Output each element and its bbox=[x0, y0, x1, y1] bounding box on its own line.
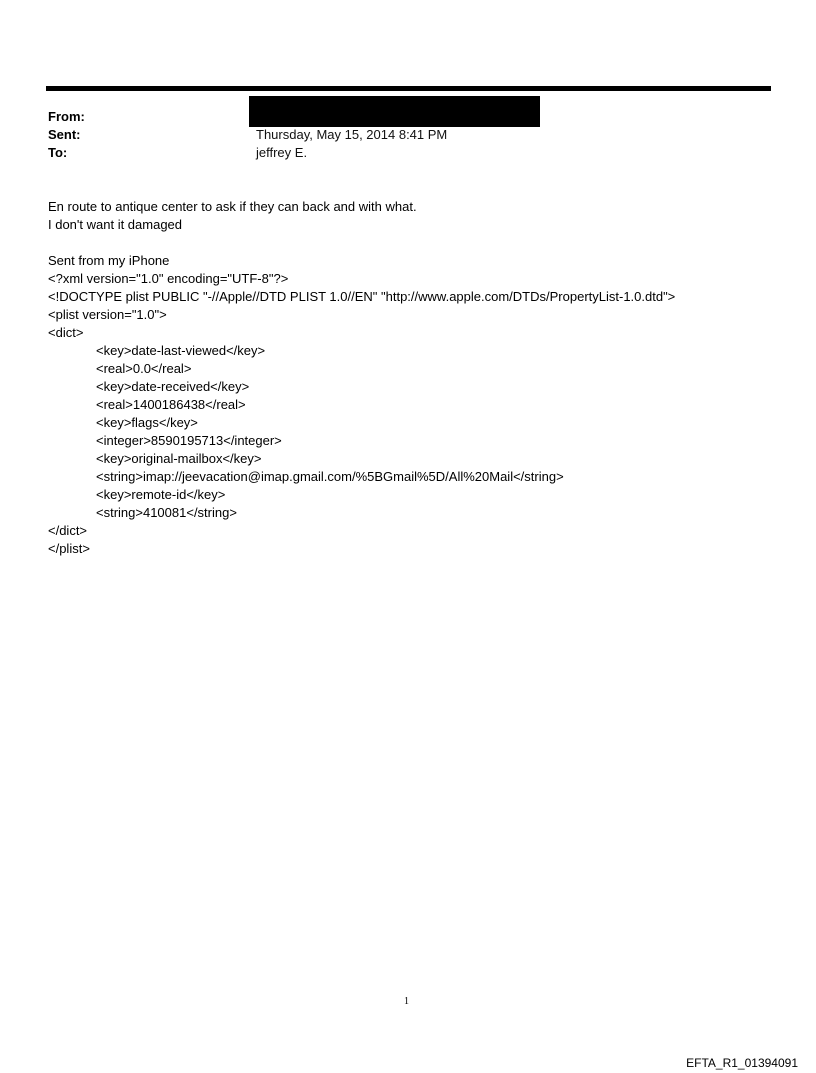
plist-open-tag: <plist version="1.0"> bbox=[48, 307, 167, 322]
header-divider bbox=[46, 86, 771, 91]
plist-entry: <key>date-received</key> bbox=[96, 379, 250, 394]
page-number: 1 bbox=[404, 996, 409, 1007]
redacted-from-value bbox=[249, 96, 540, 127]
to-label: To: bbox=[48, 145, 68, 160]
plist-entry: <string>410081</string> bbox=[96, 505, 237, 520]
plist-entry: <key>remote-id</key> bbox=[96, 487, 226, 502]
signature-line: Sent from my iPhone bbox=[48, 253, 170, 268]
doctype-line: <!DOCTYPE plist PUBLIC "-//Apple//DTD PLIST 1.0//EN" "http://www.apple.com/DTDs/PropertyList-1.0.dtd"> bbox=[48, 289, 676, 304]
to-value: jeffrey E. bbox=[256, 145, 308, 160]
message-line: I don't want it damaged bbox=[48, 217, 183, 232]
plist-entry: <integer>8590195713</integer> bbox=[96, 433, 282, 448]
message-line: En route to antique center to ask if they can back and with what. bbox=[48, 199, 417, 214]
from-label: From: bbox=[48, 109, 85, 124]
dict-open-tag: <dict> bbox=[48, 325, 84, 340]
document-id: EFTA_R1_01394091 bbox=[686, 1056, 798, 1070]
sent-label: Sent: bbox=[48, 127, 81, 142]
sent-value: Thursday, May 15, 2014 8:41 PM bbox=[256, 127, 448, 142]
xml-declaration: <?xml version="1.0" encoding="UTF-8"?> bbox=[48, 271, 289, 286]
plist-entry: <key>flags</key> bbox=[96, 415, 198, 430]
plist-entry: <real>1400186438</real> bbox=[96, 397, 246, 412]
plist-close-tag: </plist> bbox=[48, 541, 90, 556]
plist-entry: <key>original-mailbox</key> bbox=[96, 451, 262, 466]
dict-close-tag: </dict> bbox=[48, 523, 88, 538]
plist-entry: <string>imap://jeevacation@imap.gmail.com/%5BGmail%5D/All%20Mail</string> bbox=[96, 469, 564, 484]
plist-entry: <real>0.0</real> bbox=[96, 361, 192, 376]
plist-entry: <key>date-last-viewed</key> bbox=[96, 343, 266, 358]
